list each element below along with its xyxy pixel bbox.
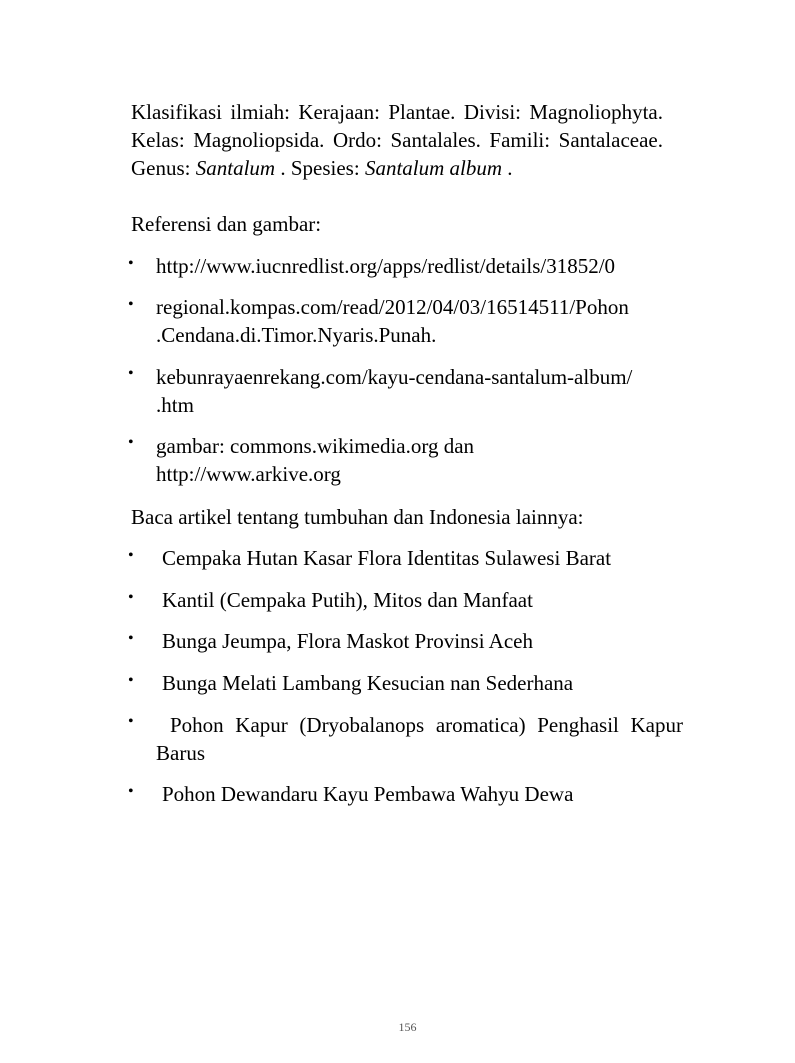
species-name: Santalum album [364,156,503,180]
reference-link-iucn[interactable]: http://www.iucnredlist.org/apps/redlist/details/31852/0 [156,254,616,278]
bullet-icon: • [128,365,134,382]
bullet-icon: • [128,296,134,313]
references-heading: Referensi dan gambar: [131,212,322,236]
reference-link-kompas-cont[interactable]: .Cendana.di.Timor.Nyaris.Punah. [156,323,437,347]
bullet-icon: • [128,589,134,606]
classification-paragraph [131,98,663,182]
reference-link-arkive[interactable]: http://www.arkive.org [156,462,341,486]
page-number: 156 [398,1020,417,1034]
related-article-link[interactable]: Bunga Jeumpa, Flora Maskot Provinsi Aceh [162,629,533,653]
reference-link-kebunraya-cont[interactable]: .htm [156,393,194,417]
bullet-icon: • [128,434,134,451]
reference-images: gambar: commons.wikimedia.org dan [156,434,475,458]
related-heading: Baca artikel tentang tumbuhan dan Indonesia lainnya: [131,505,584,529]
genus-name: Santalum [195,156,276,180]
related-article-link[interactable] [156,711,683,767]
related-article-link[interactable]: Pohon Dewandaru Kayu Pembawa Wahyu Dewa [162,782,574,806]
bullet-icon: • [128,713,134,730]
related-article-link[interactable]: Kantil (Cempaka Putih), Mitos dan Manfaat [162,588,533,612]
reference-link-kebunraya[interactable]: kebunrayaenrekang.com/kayu-cendana-santalum-album/ [156,365,633,389]
bullet-icon: • [128,255,134,272]
bullet-icon: • [128,672,134,689]
classification-end: . [502,156,513,180]
species-label: . Spesies: [275,156,365,180]
bullet-icon: • [128,630,134,647]
bullet-icon: • [128,783,134,800]
related-article-link[interactable]: Cempaka Hutan Kasar Flora Identitas Sulawesi Barat [162,546,612,570]
related-article-text: Pohon Kapur (Dryobalanops aromatica) Penghasil Kapur Barus [156,713,683,765]
related-article-link[interactable]: Bunga Melati Lambang Kesucian nan Sederhana [162,671,574,695]
classification-text: Klasifikasi ilmiah: Kerajaan: Plantae. Divisi: Magnoliophyta. Kelas: Magnoliopsida. Ordo: Santalales. Famili: Santalaceae. Genus: [131,100,663,180]
reference-link-kompas[interactable]: regional.kompas.com/read/2012/04/03/16514511/Pohon [156,295,629,319]
bullet-icon: • [128,547,134,564]
